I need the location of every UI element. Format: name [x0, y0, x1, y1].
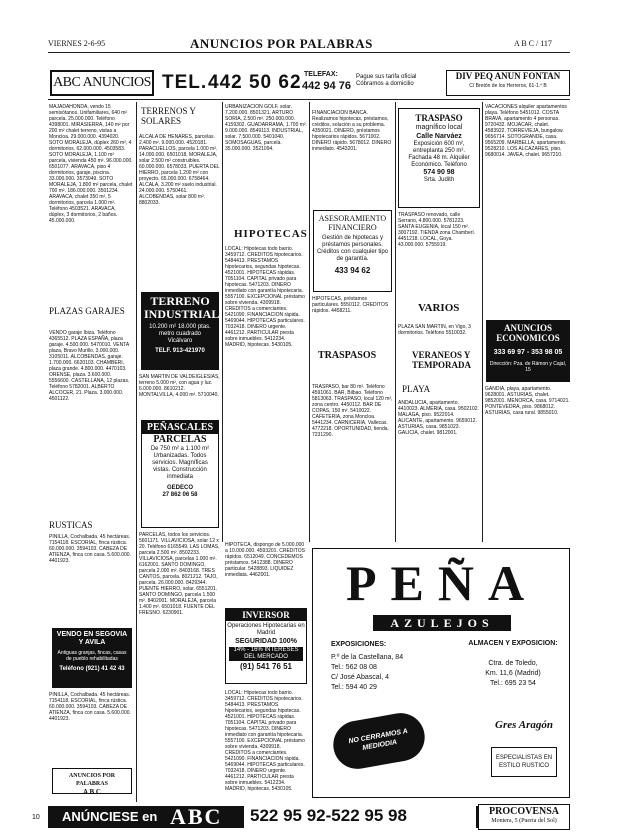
pena-expo-list — [331, 653, 441, 693]
heading-playa: PLAYA — [402, 384, 431, 394]
segovia-body: Antiguas granjas, fincas, casas de pueblo rehabilitadas — [57, 650, 127, 662]
pena-brand-right-2: ESPECIALISTAS EN ESTILO RUSTICO — [491, 747, 557, 777]
traspaso-contact: Srta. Judith — [423, 177, 455, 183]
heading-traspasos: TRASPASOS — [318, 350, 377, 361]
economicos-tel: 333 69 97 - 353 98 05 — [493, 349, 563, 356]
terreno-title: TERRENO INDUSTRIAL — [144, 294, 220, 321]
col-rule-2 — [222, 102, 223, 542]
ad-penascales — [141, 420, 219, 528]
ad-venta-segovia — [52, 628, 132, 688]
pena-brand-right-1: Gres Aragón — [495, 719, 553, 731]
header-rule — [48, 52, 570, 53]
col-rule-1 — [136, 102, 137, 802]
asesoramiento-body: Gestión de hipotecas y préstamos personales. Créditos con cualquier tipo de garantía. — [316, 235, 389, 262]
col-rule-3 — [309, 102, 310, 542]
brand-label: ABC ANUNCIOS — [53, 75, 151, 90]
col2-ads-mid: SAN MARTIN DE VALDEIGLESIAS, terreno 5.000 m², con agua y luz. 6.000.000. 8610212. MONTALVILLA, 4.000 m². 5710040. — [139, 374, 220, 398]
col-rule-5 — [482, 102, 483, 542]
traspaso-line1: magnífico local — [415, 124, 463, 131]
penascales-body: De 750 m² a 1.100 m² Urbanizadas. Todos servicios. Magníficas vistas. Construcción inmediata — [150, 446, 210, 480]
ad-anuncios-box — [52, 768, 132, 794]
anuncios-box-line1: ANUNCIOS POR PALABRAS — [68, 773, 116, 787]
terreno-line2: Vicálvaro — [167, 338, 193, 344]
ad-anuncios-economicos — [486, 320, 570, 382]
ad-traspaso-narvaez — [398, 108, 480, 208]
banner-rule — [48, 99, 570, 100]
pena-badge — [330, 709, 429, 772]
col5-ads-varios: PLAZA SAN MARTIN, en Vigo, 3 dormitorios. Teléfono 5510032. — [398, 324, 471, 336]
pena-expo-line-4: Tel.: 594 40 29 — [331, 684, 377, 691]
segovia-tel: Teléfono (921) 41 42 43 — [59, 666, 125, 672]
col3-ads-lower: HIPOTECA, dispongo de 5.000.000 a 10.000.000. 4593201. CREDITOS rápidos. 6512049. CONCEDEMOS préstamos. 5412388. DINERO particular. 5428893. LIQUIDEZ inmediata. 4462001. — [225, 542, 305, 578]
col5-ads-playa: ANDALUCIA, apartamento. 4410023. ALMERIA, casa. 9502102. MALAGA, piso. 9522014. ALICANTE, apartamento. 9659012. ASTURIAS, casa. 9851023. GALICIA, chalet. 9812001. — [398, 400, 479, 436]
col2-ads-top: ALCALA DE HENARES, parcelas. 2.400 m². 9.000.000. 4520181. PARACUELLOS, parcela 1.000 m². 14.000.000. 6501018. MORALEJA, solar 2.500 m² construibles. 60.000.000. 6578033. PUERTA DEL HIERRO, parcela 1.200 m² con proyecto. 65.000.000. 6758464. ALCALA, 3.200 m² suelo industrial. 24.000.000. 5750461. ALCOBENDAS, solar 800 m². 8802033. — [139, 134, 220, 206]
heading-terrenos-solares: TERRENOS Y SOLARES — [141, 106, 196, 126]
pena-almacen-list — [463, 659, 563, 689]
traspaso-body: Exposición 600 m², entreplanta 250 m². Fachada 48 m. Alquiler Económico. Teléfono — [408, 141, 470, 168]
col-rule-4 — [395, 102, 396, 542]
heading-plazas-garajes: PLAZAS GARAJES — [49, 306, 125, 316]
pena-almacen-line-3: Tel.: 695 23 54 — [490, 680, 536, 687]
economicos-title: ANUNCIOS ECONOMICOS — [496, 323, 560, 343]
pena-almacen-line-2: Km. 11,6 (Madrid) — [485, 670, 541, 677]
issue-date: VIERNES 2-6-95 — [48, 39, 106, 48]
page-number: 10 — [32, 814, 40, 821]
terreno-line1: 10.200 m² 18.000 ptas. metro cuadrado — [149, 324, 211, 337]
inversor-body: Operaciones Hipotecarias en Madrid — [227, 623, 305, 636]
col4-ads-top: FINANCIACION BANCA. Realizamos hipotecas, préstamos, créditos, solución a su problema. 4350021. DINERO, préstamos hipotecarios rápidos. 5671002. DINERO rápido. 5678012. DINERO inmediato. 4543201. — [312, 110, 392, 152]
anuncios-box-line2: A B C — [83, 788, 101, 796]
div-peq-address: C/ Bretón de los Herreros, 61-1.º B — [469, 83, 547, 89]
footer-anunciese: ANÚNCIESE en — [62, 809, 158, 824]
footer-abc: ABC — [170, 804, 223, 829]
col4-ads-traspasos: TRASPASO, bar 80 m². Teléfono 4591061. BAR, Bilbao. Teléfono 5813063. TRASPASO, local 120 m², zona centro. 4450112. BAR DE COPAS, 150 m². 5410022. CAFETERIA, zona Moncloa. 5441234. CARNICERIA, Vallecas. 4772218. OPORTUNIDAD, tienda. 7231290. — [312, 384, 393, 438]
inversor-tel: (91) 541 76 51 — [239, 662, 293, 671]
col1-ads-bottom: PINILLA, Cochalbada. 45 hectáreas. 7154118. ESCORIAL, finca rústica. 60.000.000. 3594103. CABEZA DE ATIENZA, finca con casa. 5.600.000. 4401923. — [49, 692, 131, 722]
pena-title: PEÑA — [345, 555, 539, 611]
pena-expo-label: EXPOSICIONES: — [331, 641, 387, 648]
pena-almacen-line-1: Ctra. de Toledo, — [488, 660, 538, 667]
footer-phones: 522 95 92-522 95 98 — [250, 806, 407, 825]
pena-expo-line-3: C/ José Abascal, 4 — [331, 674, 389, 681]
col2-ads-bottom: PARCELAS, todos los servicios. 5601171. VILLAVICIOSA, solar 12 x 20. Teléfono 6165549. LAS LOMAS, parcela 2.500 m². 8502233. VILLAVICIOSA, parcelas 1.000 m². 6162001. SANTO DOMINGO, parcela 2.000 m². 8403168. TRES CANTOS, parcela. 8021212. TAJO, parcela. 26.000.000. 8429344. PUENTE HIERRO, solar. 6551201. SANTO DOMINGO, parcela 1.500 m². 8402001. MORALEJA, parcela 1.400 m². 6501018. FUENTE DEL FRESNO. 6230901. — [139, 532, 220, 616]
col3-ads-bottom: LOCAL: Hipotecas todo barrio. 3459712. CREDITOS hipotecarios. 5484413. PRESTAMOS hipotecarios, segundas hipotecas. 4521001. HIPOTECAS rápidas. 7051104. CAPITAL privado para hipotecas. 5471203. DINERO inmediato con garantía hipotecaria. 5557100. EXCEPCIONAL préstamo sobre vivienda. 4309918. CREDITOS a comerciantes. 5421090. FINANCIACION rápida. 5469044. HIPOTECAS particulares. 7032418. DINERO urgente. 4461212. PARTICULAR presta sobre inmuebles. 5412234. MADRID, hipotecas. 5430105. — [225, 690, 305, 792]
footer-procovensa: PROCOVENSA — [488, 806, 559, 817]
segovia-title: VENDO EN SEGOVIA Y AVILA — [56, 631, 128, 646]
ad-asesoramiento — [313, 210, 392, 292]
inversor-rate: 14% - 16% INTERESES DEL MERCADO — [229, 647, 303, 661]
div-peq-box — [446, 70, 570, 96]
section-title: ANUNCIOS POR PALABRAS — [190, 36, 373, 51]
ad-pena-azulejos — [312, 548, 570, 798]
pena-badge-text: NO CERRAMOS A MEDIODIA — [348, 727, 409, 752]
telefax-label: TELEFAX: — [304, 71, 338, 78]
col4b-ads: TRASPASO renovado, calle Serrano, 4.800.000. 5781223. SANTA EUGENIA, local 150 m². 3007192. TIENDA zona Chamberí. 4451218. LOCAL, Goya. 43.000.000. 5755919. — [398, 212, 476, 248]
penascales-sub: PARCELAS — [153, 434, 207, 445]
col1-ads-top: MAJADAHONDA, vendo 15 semisótanos. Unifamiliares, 640 m² parcela. 25.000.000. Teléfono 4398001. MIRASIERRA, 140 m² por 200 m² chalet terreno, vistas a Moncloa. 29.000.000. 4394020. SOTO MORALEJA, dúplex 260 m², 4 dormitorios. 62.000.000. 4503583. SOTO MORALEJA, 1.100 m² parcela, vivienda 450 m². 96.000.000. 6501077. ARAVACA, piso 4 dormitorios, garaje, piscina. 33.000.000. 3573049. SOTO MORALEJA, 1.800 m² parcela, chalet 700 m². 186.000.000. 3501234. ARAVACA, chalet 350 m², 5 dormitorios, parcela 1.000 m². Teléfono 4503521. ARAVACA, dúplex, 3 dormitorios, 2 baños. 45.000.000. — [49, 104, 133, 224]
pena-expo-line-1: P.º de la Castellana, 84 — [331, 654, 404, 661]
asesoramiento-tel: 433 94 62 — [334, 266, 371, 275]
inversor-title: INVERSOR — [226, 609, 306, 621]
heading-varios: VARIOS — [418, 302, 460, 314]
footer-address: Montera, 5 (Puerta del Sol) — [491, 818, 557, 824]
heading-hipotecas: HIPOTECAS — [234, 228, 308, 240]
traspaso-tel: 574 90 98 — [423, 169, 455, 176]
pena-sub: AZULEJOS — [373, 615, 511, 631]
asesoramiento-title: ASESORAMIENTO FINANCIERO — [318, 214, 387, 232]
brand-box — [50, 70, 154, 96]
banner-bullets — [356, 74, 440, 88]
div-peq-title: DIV PEQ ANUN FONTAN — [455, 71, 561, 81]
col5-ads-top: VACACIONES alquiler apartamentos playa. Teléfono 5451012. COSTA BRAVA, apartamento 4 personas. 9720432. MOJACAR, chalet. 4583922. TORREVIEJA, bungalow. 9656714. SOTOGRANDE, casa. 9565209. MARBELLA, apartamento. 9528210. LOS ALCAZARES, piso. 9680014. JAVEA, chalet. 9657210. — [485, 104, 567, 158]
heading-veraneos: VERANEOS Y TEMPORADA — [412, 350, 471, 370]
terreno-tel: TELF. 913-421970 — [155, 348, 205, 354]
traspaso-title: TRASPASO — [415, 113, 463, 123]
pena-almacen-label: ALMACEN Y EXPOSICION: — [468, 640, 558, 647]
col1-ads-rusticas: PINILLA, Cochalbada. 45 hectáreas. 7154118. ESCORIAL, finca rústica. 60.000.000. 3594103. CABEZA DE ATIENZA, finca con casa. 5.600.000. 4401923. — [49, 534, 131, 564]
economicos-note: Dirección: Pza. de Rámon y Cajal, 15 — [489, 361, 567, 373]
traspaso-line2: Calle Narváez — [416, 133, 462, 140]
penascales-title: PEÑASCALES — [142, 421, 218, 434]
col3-ads: LOCAL: Hipotecas todo barrio. 3459712. CREDITOS hipotecarios. 5484413. PRESTAMOS hipotecarios, segundas hipotecas. 4521001. HIPOTECAS rápidas. 7051104. CAPITAL privado para hipotecas. 5471203. DINERO inmediato con garantía hipotecaria. 5557100. EXCEPCIONAL préstamo sobre vivienda. 4309918. CREDITOS a comerciantes. 5421090. FINANCIACION rápida. 5469044. HIPOTECAS particulares. 7032418. DINERO urgente. 4461212. PARTICULAR presta sobre inmuebles. 5412234. MADRID, hipotecas. 5430105. — [225, 246, 305, 348]
ad-inversor — [225, 608, 307, 684]
heading-rusticas: RUSTICAS — [49, 520, 93, 530]
bullet-2: Cóbramos a domicilio — [356, 81, 414, 87]
telefax-number: 442 94 76 — [302, 80, 351, 92]
bullet-1: Pague sus tarifa oficial — [356, 74, 417, 80]
col3-ads-top: URBANIZACION GOLF, solar. 7.200.000. 8501321. ARTURO SORIA, 2.500 m². 250.000.000. 4159302. GUADARRAMA, 1.700 m². 9.000.000. 8549113. INDUSTRIAL, solar. 7.500.000. 5401040. SOMOSAGUAS, parcela. 35.000.000. 3521094. — [225, 104, 307, 152]
tel-number: 442 50 62 — [208, 72, 302, 93]
penascales-brand: GEDECO — [166, 485, 193, 491]
tel-label: TEL. — [162, 72, 208, 93]
penascales-tel: 27 862 06 58 — [162, 492, 198, 498]
ad-terreno-industrial — [141, 292, 219, 370]
inversor-sub: SEGURIDAD 100% — [235, 638, 297, 645]
page-label: A B C / 117 — [514, 39, 552, 48]
col4-ads-mid: HIPOTECAS, préstamos particulares. 5550112. CREDITOS rápidos. 4458211. — [312, 296, 389, 314]
col5-ads-bottom: GANDIA, playa, apartamento. 9628001. ASTURIAS, chalet. 9852001. MENORCA, casa. 9714021. PONTEVEDRA, piso. 9868012. ASTURIAS, casa rural. 9855010. — [485, 386, 570, 416]
col1-ads-garajes: VENDO garaje Ibiza. Teléfono 4365512. PLAZA ESPAÑA, plaza garaje. 4.500.000. 5470010. VENTA plaza, Bravo Murillo. 3.000.000. 3105011. ALCOBENDAS, garaje. 1.700.000. 6620103. CHAMBERI, plaza grande. 4.800.000. 4470103. ORENSE, plaza. 3.600.000. 5556600. CASTELLANA, 12 plazas. Teléfono 5782001. ALBERTO ALCOCER, 21. Plaza. 3.000.000. 4501122. — [49, 330, 130, 402]
pena-expo-line-2: Tel.: 562 08 08 — [331, 664, 377, 671]
pena-logo — [337, 555, 547, 611]
